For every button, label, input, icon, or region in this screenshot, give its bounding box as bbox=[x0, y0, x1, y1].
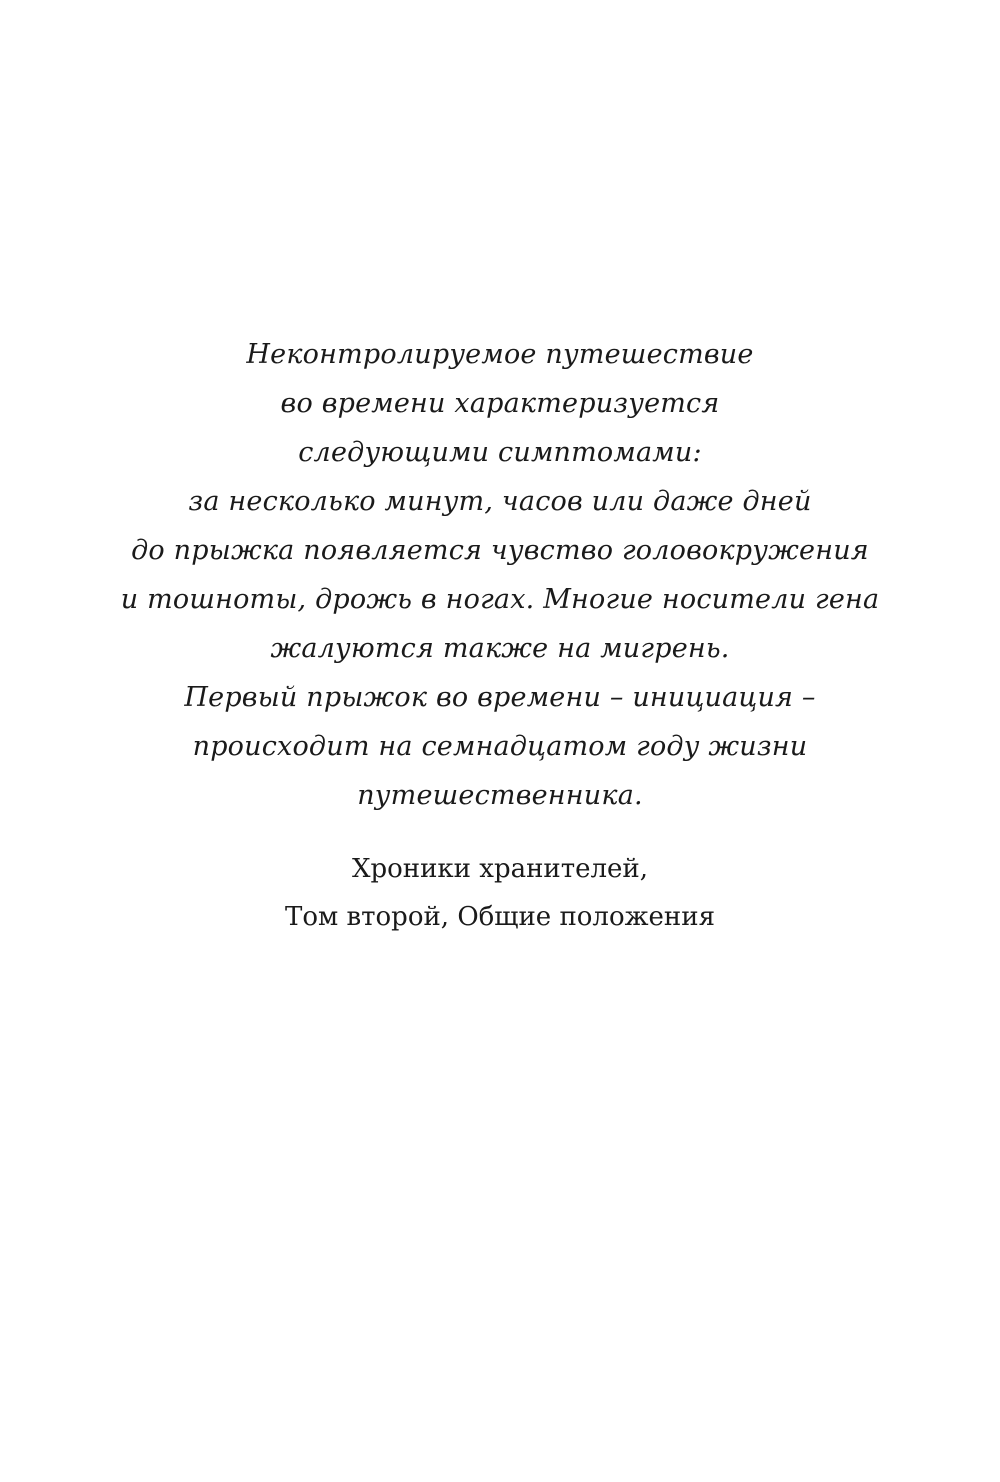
epigraph-line: до прыжка появляется чувство головокружения bbox=[131, 535, 869, 566]
attribution-volume: Том второй, Общие положения bbox=[285, 902, 715, 932]
epigraph-line: за несколько минут, часов или даже дней bbox=[188, 486, 812, 517]
epigraph-line: Неконтролируемое путешествие bbox=[246, 339, 754, 370]
epigraph-line: жалуются также на мигрень. bbox=[270, 633, 730, 664]
epigraph-line: во времени характеризуется bbox=[280, 388, 720, 419]
epigraph-line: и тошноты, дрожь в ногах. Многие носители гена bbox=[120, 584, 880, 615]
epigraph-line: Первый прыжок во времени – инициация – bbox=[184, 682, 816, 713]
epigraph-line: путешественника. bbox=[357, 780, 643, 811]
attribution-source: Хроники хранителей, bbox=[351, 854, 649, 884]
epigraph-attribution bbox=[0, 845, 1000, 941]
epigraph-line: следующими симптомами: bbox=[298, 437, 702, 468]
epigraph-line: происходит на семнадцатом году жизни bbox=[192, 731, 808, 762]
epigraph bbox=[0, 330, 1000, 820]
